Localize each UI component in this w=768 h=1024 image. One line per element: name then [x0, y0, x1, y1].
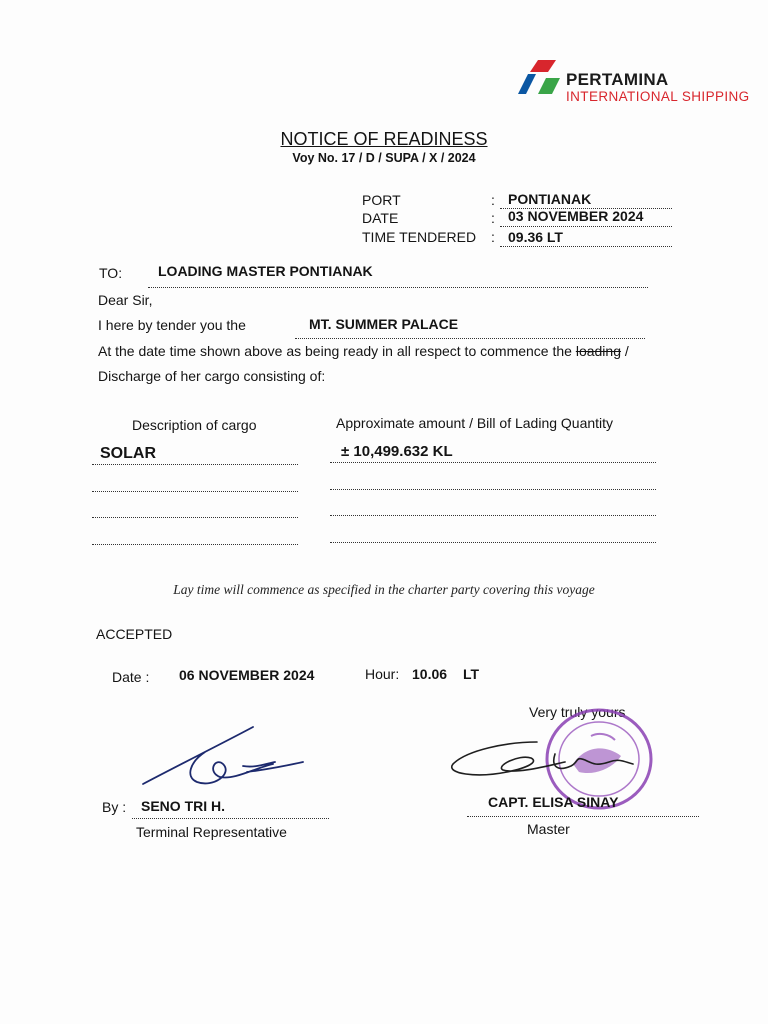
acceptance-hour-value: 10.06 [412, 666, 448, 682]
cargo-row-1-description: SOLAR [100, 445, 156, 462]
cargo-row-1-quantity: ± 10,499.632 KL [341, 443, 453, 460]
voyage-number: Voy No. 17 / D / SUPA / X / 2024 [292, 151, 476, 165]
readiness-line-1: At the date time shown above as being ready in all respect to commence the loading / [98, 343, 629, 359]
company-logo-name: PERTAMINA [566, 70, 669, 89]
date-underline [500, 226, 672, 227]
date-value: 03 NOVEMBER 2024 [508, 208, 644, 224]
readiness-line-2: Discharge of her cargo consisting of: [98, 368, 326, 384]
acceptance-date-value: 06 NOVEMBER 2024 [179, 667, 315, 683]
salutation: Dear Sir, [98, 292, 153, 308]
vessel-name: MT. SUMMER PALACE [309, 316, 459, 332]
master-role: Master [527, 821, 570, 837]
vessel-underline [295, 338, 645, 339]
master-signature-line [467, 816, 699, 817]
pertamina-logo-icon [516, 60, 564, 96]
acceptance-date-label: Date : [112, 669, 150, 685]
to-recipient: LOADING MASTER PONTIANAK [158, 263, 373, 279]
terminal-representative-role: Terminal Representative [136, 824, 287, 840]
master-name: CAPT. ELISA SINAY [488, 794, 619, 810]
struck-word-loading: loading [575, 343, 621, 359]
cargo-row-3-desc-line [92, 517, 298, 518]
document-title: NOTICE OF READINESS [280, 129, 488, 149]
cargo-row-4-qty-line [330, 542, 656, 543]
tender-text: I here by tender you the [98, 317, 246, 333]
cargo-row-1-desc-line [92, 464, 298, 465]
date-colon: : [491, 210, 495, 226]
terminal-representative-name: SENO TRI H. [141, 798, 226, 814]
time-colon: : [491, 229, 495, 245]
cargo-row-2-desc-line [92, 491, 298, 492]
cargo-row-1-qty-line [330, 462, 656, 463]
acceptance-hour-label: Hour: [365, 666, 400, 682]
cargo-row-3-qty-line [330, 515, 656, 516]
time-underline [500, 246, 672, 247]
port-colon: : [491, 192, 495, 208]
terminal-signature-line [132, 818, 329, 819]
terminal-representative-signature [135, 722, 335, 802]
acceptance-hour-unit: LT [463, 666, 480, 682]
to-underline [148, 287, 648, 288]
cargo-quantity-header: Approximate amount / Bill of Lading Quantity [336, 415, 614, 431]
to-label: TO: [99, 265, 123, 281]
date-label: DATE [362, 210, 399, 226]
time-tendered-value: 09.36 LT [508, 229, 563, 245]
port-label: PORT [362, 192, 401, 208]
closing-phrase: Very truly yours [529, 704, 626, 720]
accepted-label: ACCEPTED [96, 626, 173, 642]
by-label: By : [102, 799, 127, 815]
cargo-description-header: Description of cargo [132, 417, 257, 433]
time-tendered-label: TIME TENDERED [362, 229, 477, 245]
cargo-row-4-desc-line [92, 544, 298, 545]
company-logo-subtitle: INTERNATIONAL SHIPPING [566, 89, 750, 104]
master-signature [447, 736, 647, 796]
cargo-row-2-qty-line [330, 489, 656, 490]
laytime-note: Lay time will commence as specified in the charter party covering this voyage [173, 582, 595, 597]
port-value: PONTIANAK [508, 191, 592, 207]
